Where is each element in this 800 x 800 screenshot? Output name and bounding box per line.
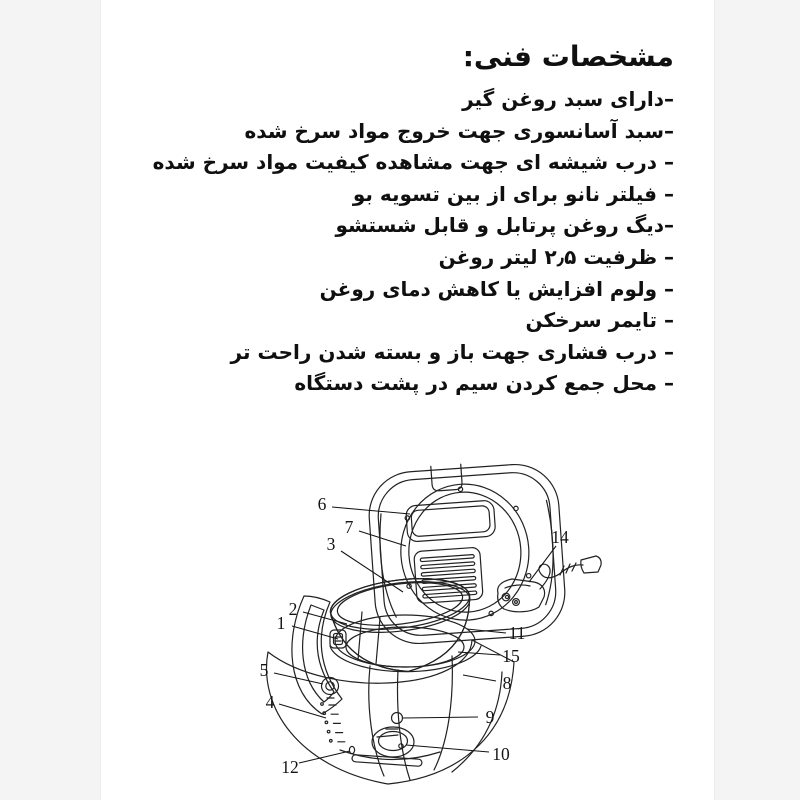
pot-inner-ring xyxy=(346,627,464,667)
base-stud xyxy=(349,746,354,753)
callout-line-1 xyxy=(292,626,338,639)
spec-item-8: – تایمر سرخکن xyxy=(525,308,674,333)
oil-basket xyxy=(328,572,478,680)
callout-label-1: 1 xyxy=(276,613,286,633)
spec-item-10: – محل جمع کردن سیم در پشت دستگاه xyxy=(294,371,674,396)
spec-item-1: –دارای سبد روغن گیر xyxy=(462,87,674,111)
spec-item-7: – ولوم افزایش یا کاهش دمای روغن xyxy=(319,276,674,301)
callout-label-5: 5 xyxy=(259,660,269,680)
spec-item-6: – ظرفیت ۲٫۵ لیتر روغن xyxy=(438,244,674,269)
callout-label-14: 14 xyxy=(551,527,569,547)
callout-line-4 xyxy=(279,704,326,718)
callout-label-11: 11 xyxy=(508,623,526,643)
callout-label-3: 3 xyxy=(326,534,336,554)
timer-knob xyxy=(372,727,414,757)
callout-label-12: 12 xyxy=(281,757,299,777)
callout-label-9: 9 xyxy=(485,707,495,727)
callout-line-6 xyxy=(332,507,410,514)
spec-item-5: –دیگ روغن پرتابل و قابل شستشو xyxy=(335,213,674,238)
spec-item-3: – درب شیشه ای جهت مشاهده کیفیت مواد سرخ شده xyxy=(152,150,674,175)
callout-label-8: 8 xyxy=(502,673,512,693)
callout-label-7: 7 xyxy=(344,517,354,537)
callout-label-2: 2 xyxy=(288,599,298,619)
lid-viewing-window xyxy=(406,500,496,542)
callout-label-10: 10 xyxy=(492,744,510,764)
callout-label-6: 6 xyxy=(317,494,327,514)
fryer-body xyxy=(267,615,515,784)
callout-label-4: 4 xyxy=(265,692,275,712)
spec-item-9: – درب فشاری جهت باز و بسته شدن راحت تر xyxy=(230,339,674,364)
indicator-light xyxy=(392,713,403,724)
callout-line-9 xyxy=(403,717,478,718)
callout-label-15: 15 xyxy=(502,646,520,666)
spec-item-4: – فیلتر نانو برای از بین تسویه بو xyxy=(352,181,674,206)
specs-title: مشخصات فنی: xyxy=(462,40,674,73)
callout-line-8 xyxy=(463,675,496,681)
temperature-scale-marks xyxy=(321,703,345,742)
diagram-callouts xyxy=(260,494,569,777)
callout-line-7 xyxy=(359,531,406,546)
lid-filter-grille xyxy=(414,547,483,603)
lid-hinge xyxy=(358,612,380,664)
spec-item-2: –سبد آسانسوری جهت خروج مواد سرخ شده xyxy=(244,118,674,143)
